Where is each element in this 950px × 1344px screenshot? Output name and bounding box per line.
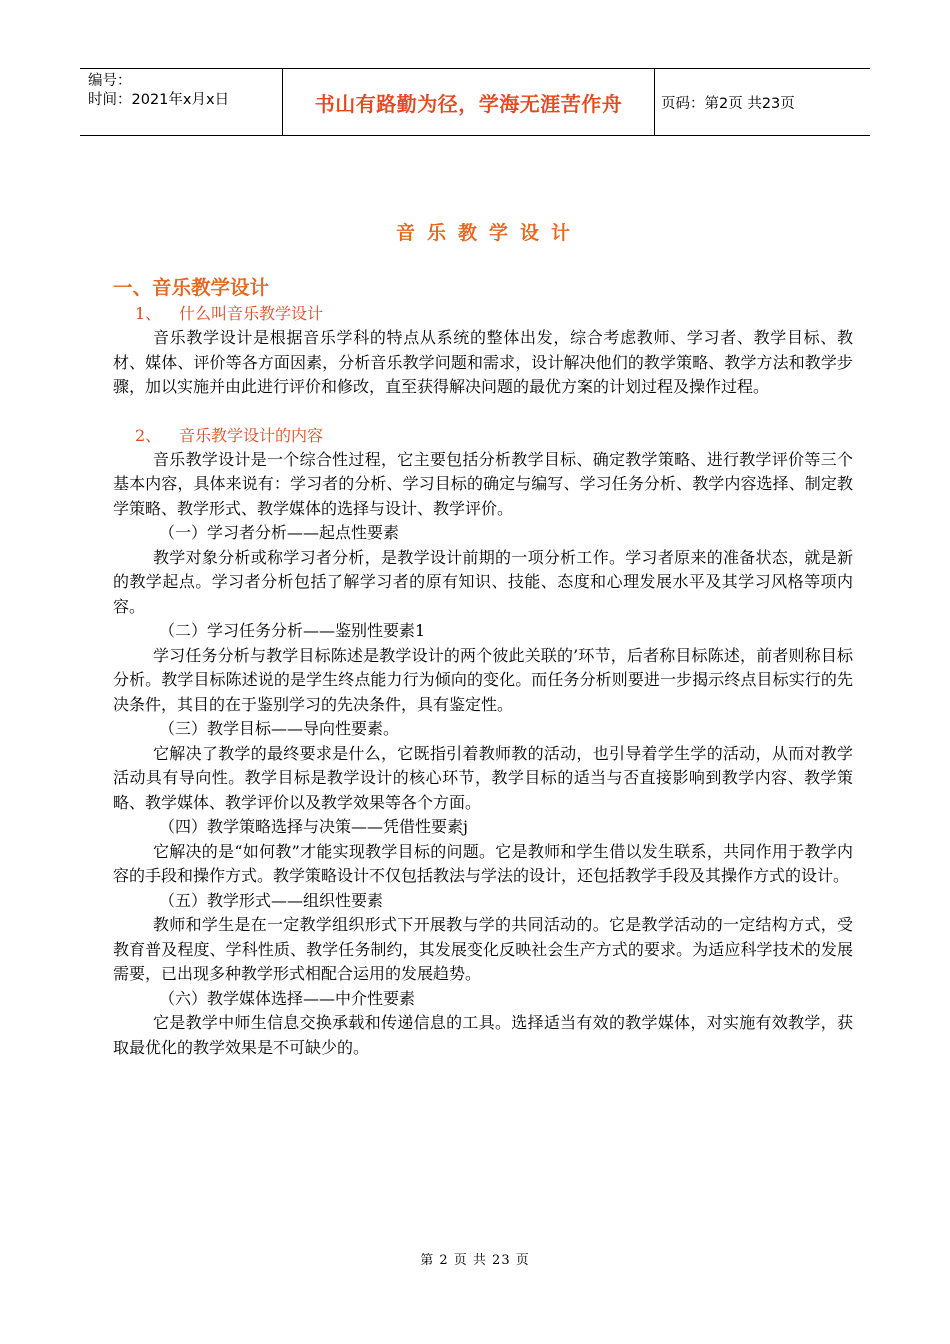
- item-title: （四）教学策略选择与决策——凭借性要素j: [159, 817, 468, 836]
- subsection-heading-2: [135, 424, 853, 448]
- subsection-title: 音乐教学设计的内容: [179, 425, 324, 445]
- paragraph: 它解决了教学的最终要求是什么，它既指引着教师教的活动，也引导着学生学的活动，从而对教学活动具有导向性。教学目标是教学设计的核心环节，教学目标的适当与否直接影响到教学内容、教学策略、教学媒体、教学评价以及教学效果等各个方面。: [113, 743, 853, 812]
- item-title: （一）学习者分析——起点性要素: [159, 523, 400, 542]
- page-header: [80, 68, 870, 136]
- item-title: （六）教学媒体选择——中介性要素: [159, 988, 416, 1008]
- subsection-number: 1、: [135, 304, 162, 323]
- paragraph: 学习任务分析与教学目标陈述是教学设计的两个彼此关联的’环节，后者称目标陈述，前者则称目标分析。教学目标陈述说的是学生终点能力行为倾向的变化。而任务分析则要进一步揭示终点目标实行的先决条件，其目的在于鉴别学习的先决条件，具有鉴定性。: [113, 645, 853, 714]
- paragraph: 教师和学生是在一定教学组织形式下开展教与学的共同活动的。它是教学活动的一定结构方式，受教育普及程度、学科性质、教学任务制约，其发展变化反映社会生产方式的要求。为适应科学技术的发展需要，已出现多种教学形式相配合运用的发展趋势。: [113, 915, 853, 983]
- header-left-cell: [80, 69, 282, 135]
- subsection-heading-1: [135, 302, 853, 326]
- document-body: [113, 218, 853, 1060]
- item-title: （三）教学目标——导向性要素。: [159, 719, 400, 738]
- page-label: 页码：第2页 共23页: [661, 95, 795, 112]
- paragraph: 音乐教学设计是一个综合性过程，它主要包括分析教学目标、确定教学策略、进行教学评价等三个基本内容，具体来说有：学习者的分析、学习目标的确定与编写、学习任务分析、教学内容选择、制定教学策略、教学形式、教学媒体的选择与设计、教学评价。: [113, 449, 853, 518]
- page-footer: 第 2 页 共 23 页: [420, 1253, 530, 1268]
- document-title: 音乐教学设计: [395, 222, 582, 244]
- spacer: [113, 400, 853, 424]
- item-title: （五）教学形式——组织性要素: [159, 890, 384, 910]
- motto: 书山有路勤为径，学海无涯苦作舟: [282, 69, 655, 135]
- section-heading: 一、音乐教学设计: [113, 276, 270, 299]
- paragraph: 音乐教学设计是根据音乐学科的特点从系统的整体出发，综合考虑教师、学习者、教学目标、教材、媒体、评价等各方面因素，分析音乐教学问题和需求，设计解决他们的教学策略、教学方法和教学步骤，加以实施并由此进行评价和修改，直至获得解决问题的最优方案的计划过程及操作过程。: [113, 328, 853, 396]
- subsection-title: 什么叫音乐教学设计: [179, 304, 324, 323]
- number-label: 编号：: [88, 73, 132, 89]
- paragraph: 教学对象分析或称学习者分析，是教学设计前期的一项分析工作。学习者原来的准备状态，就是新的教学起点。学习者分析包括了解学习者的原有知识、技能、态度和心理发展水平及其学习风格等项内容。: [113, 547, 853, 616]
- paragraph: 它是教学中师生信息交换承载和传递信息的工具。选择适当有效的教学媒体，对实施有效教学，获取最优化的教学效果是不可缺少的。: [113, 1013, 853, 1057]
- paragraph: 它解决的是“如何教”才能实现教学目标的问题。它是教师和学生借以发生联系，共同作用于教学内容的手段和操作方式。教学策略设计不仅包括教法与学法的设计，还包括教学手段及其操作方式的设计。: [113, 841, 853, 885]
- time-label: 时间：2021年x月x日: [88, 92, 230, 108]
- subsection-number: 2、: [135, 425, 162, 445]
- item-title: （二）学习任务分析——鉴别性要素1: [159, 621, 426, 640]
